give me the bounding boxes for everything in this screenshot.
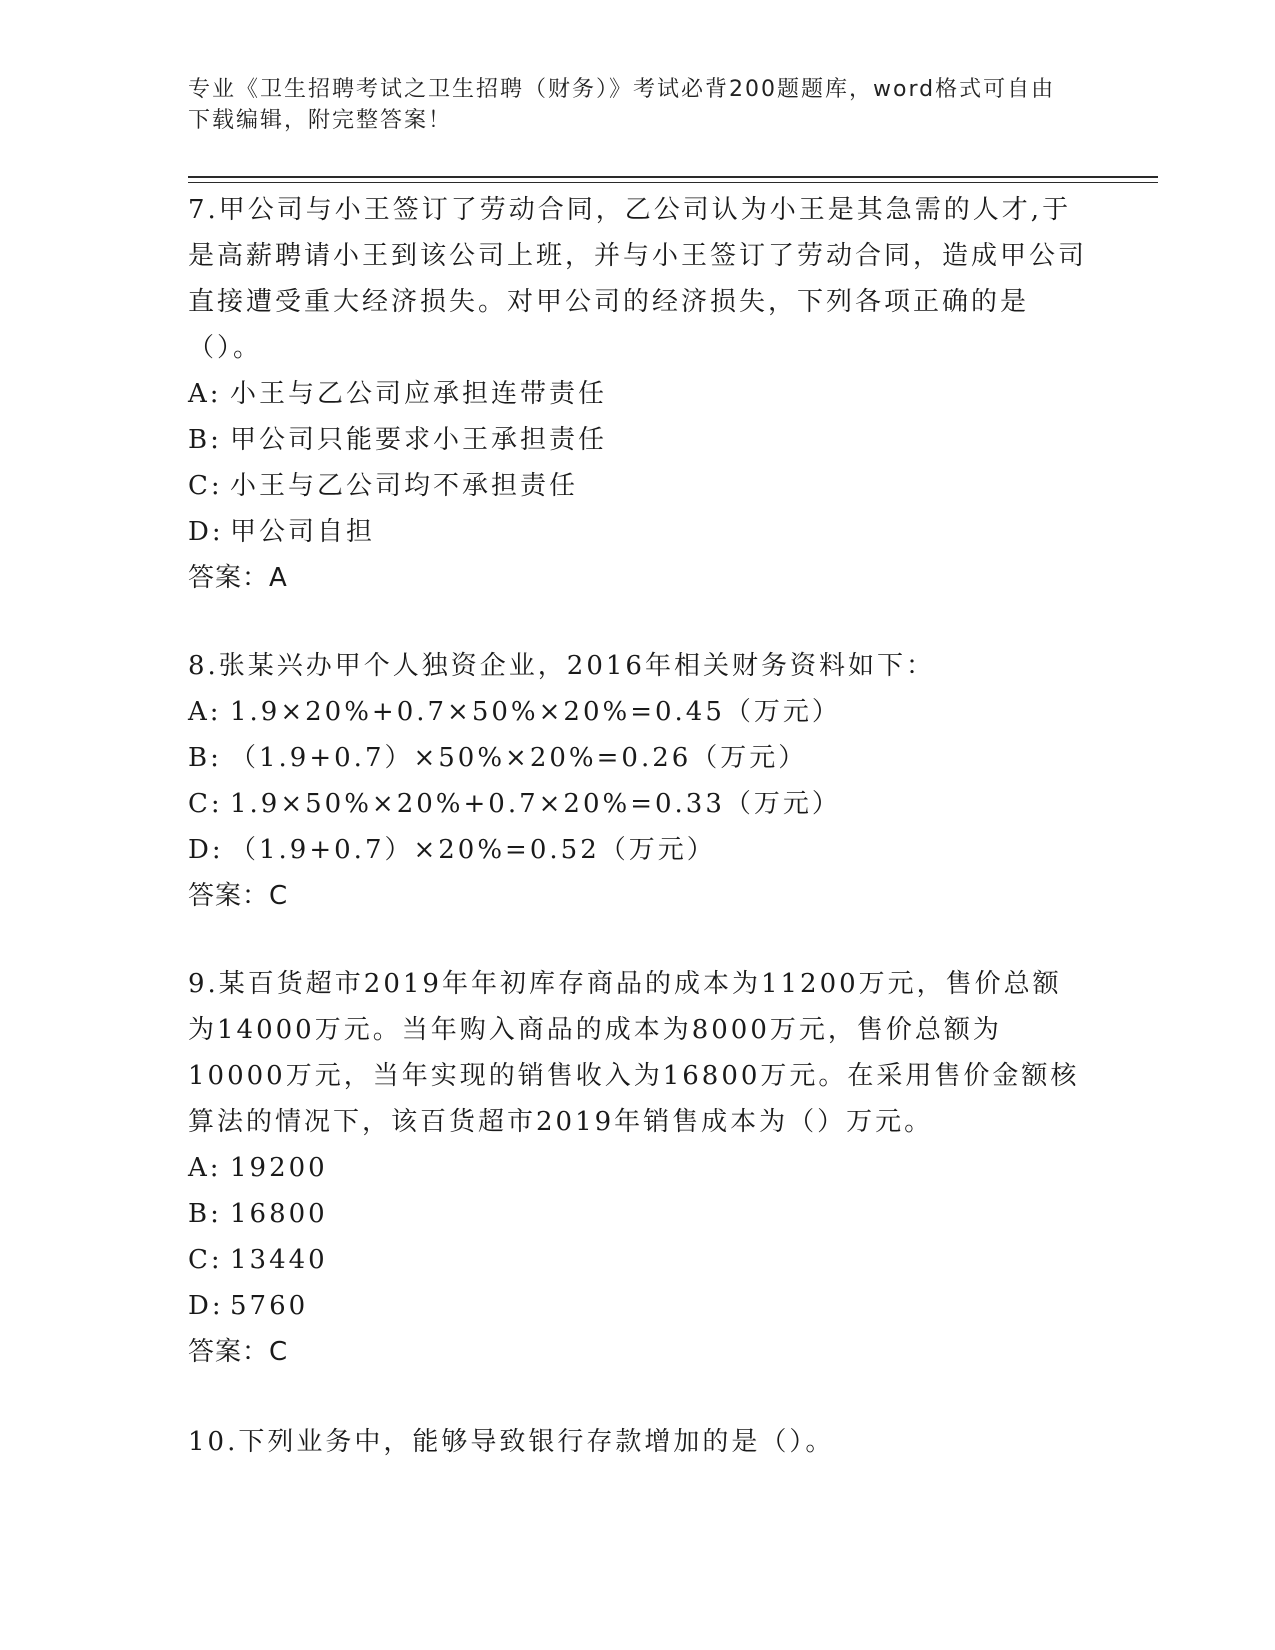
- option-d: [188, 1283, 1088, 1329]
- option-c: [188, 1237, 1088, 1283]
- option-text: 甲公司只能要求小王承担责任: [230, 425, 608, 455]
- question-stem: 7.甲公司与小王签订了劳动合同，乙公司认为小王是其急需的人才,于是高薪聘请小王到该公司上班，并与小王签订了劳动合同，造成甲公司直接遭受重大经济损失。对甲公司的经济损失，下列各项正确的是（）。: [188, 195, 1088, 363]
- option-text: 5760: [230, 1291, 309, 1321]
- option-text: 19200: [230, 1153, 328, 1183]
- option-label: A:: [188, 697, 222, 727]
- header-divider-thick: [188, 176, 1158, 178]
- question-stem: 9.某百货超市2019年年初库存商品的成本为11200万元，售价总额为14000万元。当年购入商品的成本为8000万元，售价总额为10000万元，当年实现的销售收入为16800万元。在采用售价金额核算法的情况下，该百货超市2019年销售成本为（）万元。: [188, 969, 1080, 1137]
- answer: 答案：C: [188, 1337, 289, 1367]
- option-c: [188, 463, 1088, 509]
- option-label: C:: [188, 1245, 223, 1275]
- option-text: （1.9+0.7）×20%=0.52（万元）: [230, 835, 716, 865]
- option-label: A:: [188, 1153, 222, 1183]
- option-label: C:: [188, 789, 223, 819]
- option-text: 13440: [230, 1245, 328, 1275]
- option-b: [188, 1191, 1088, 1237]
- option-b: [188, 735, 1088, 781]
- option-text: 16800: [230, 1199, 328, 1229]
- option-label: C:: [188, 471, 223, 501]
- option-text: （1.9+0.7）×50%×20%=0.26（万元）: [230, 743, 808, 773]
- question-stem: 10.下列业务中，能够导致银行存款增加的是（）。: [188, 1427, 835, 1457]
- option-a: [188, 371, 1088, 417]
- answer: 答案：C: [188, 881, 289, 911]
- option-text: 1.9×20%+0.7×50%×20%=0.45（万元）: [230, 697, 841, 727]
- option-text: 甲公司自担: [230, 517, 376, 547]
- option-text: 小王与乙公司均不承担责任: [230, 471, 579, 501]
- option-d: [188, 827, 1088, 873]
- document-header: 专业《卫生招聘考试之卫生招聘（财务）》考试必背200题题库，word格式可自由下载编辑，附完整答案！: [188, 77, 1056, 133]
- question-8: [188, 643, 1088, 919]
- option-text: 小王与乙公司应承担连带责任: [230, 379, 608, 409]
- option-text: 1.9×50%×20%+0.7×20%=0.33（万元）: [230, 789, 841, 819]
- option-label: D:: [188, 835, 224, 865]
- option-label: B:: [188, 743, 222, 773]
- option-label: D:: [188, 517, 224, 547]
- answer: 答案：A: [188, 563, 288, 593]
- option-d: [188, 509, 1088, 555]
- option-label: B:: [188, 1199, 222, 1229]
- option-b: [188, 417, 1088, 463]
- option-label: D:: [188, 1291, 224, 1321]
- option-a: [188, 1145, 1088, 1191]
- question-10: [188, 1419, 1088, 1465]
- question-9: [188, 961, 1088, 1375]
- question-7: [188, 187, 1088, 601]
- option-c: [188, 781, 1088, 827]
- question-stem: 8.张某兴办甲个人独资企业，2016年相关财务资料如下：: [188, 651, 935, 681]
- option-label: B:: [188, 425, 222, 455]
- option-a: [188, 689, 1088, 735]
- header-divider-thin: [188, 182, 1158, 183]
- option-label: A:: [188, 379, 222, 409]
